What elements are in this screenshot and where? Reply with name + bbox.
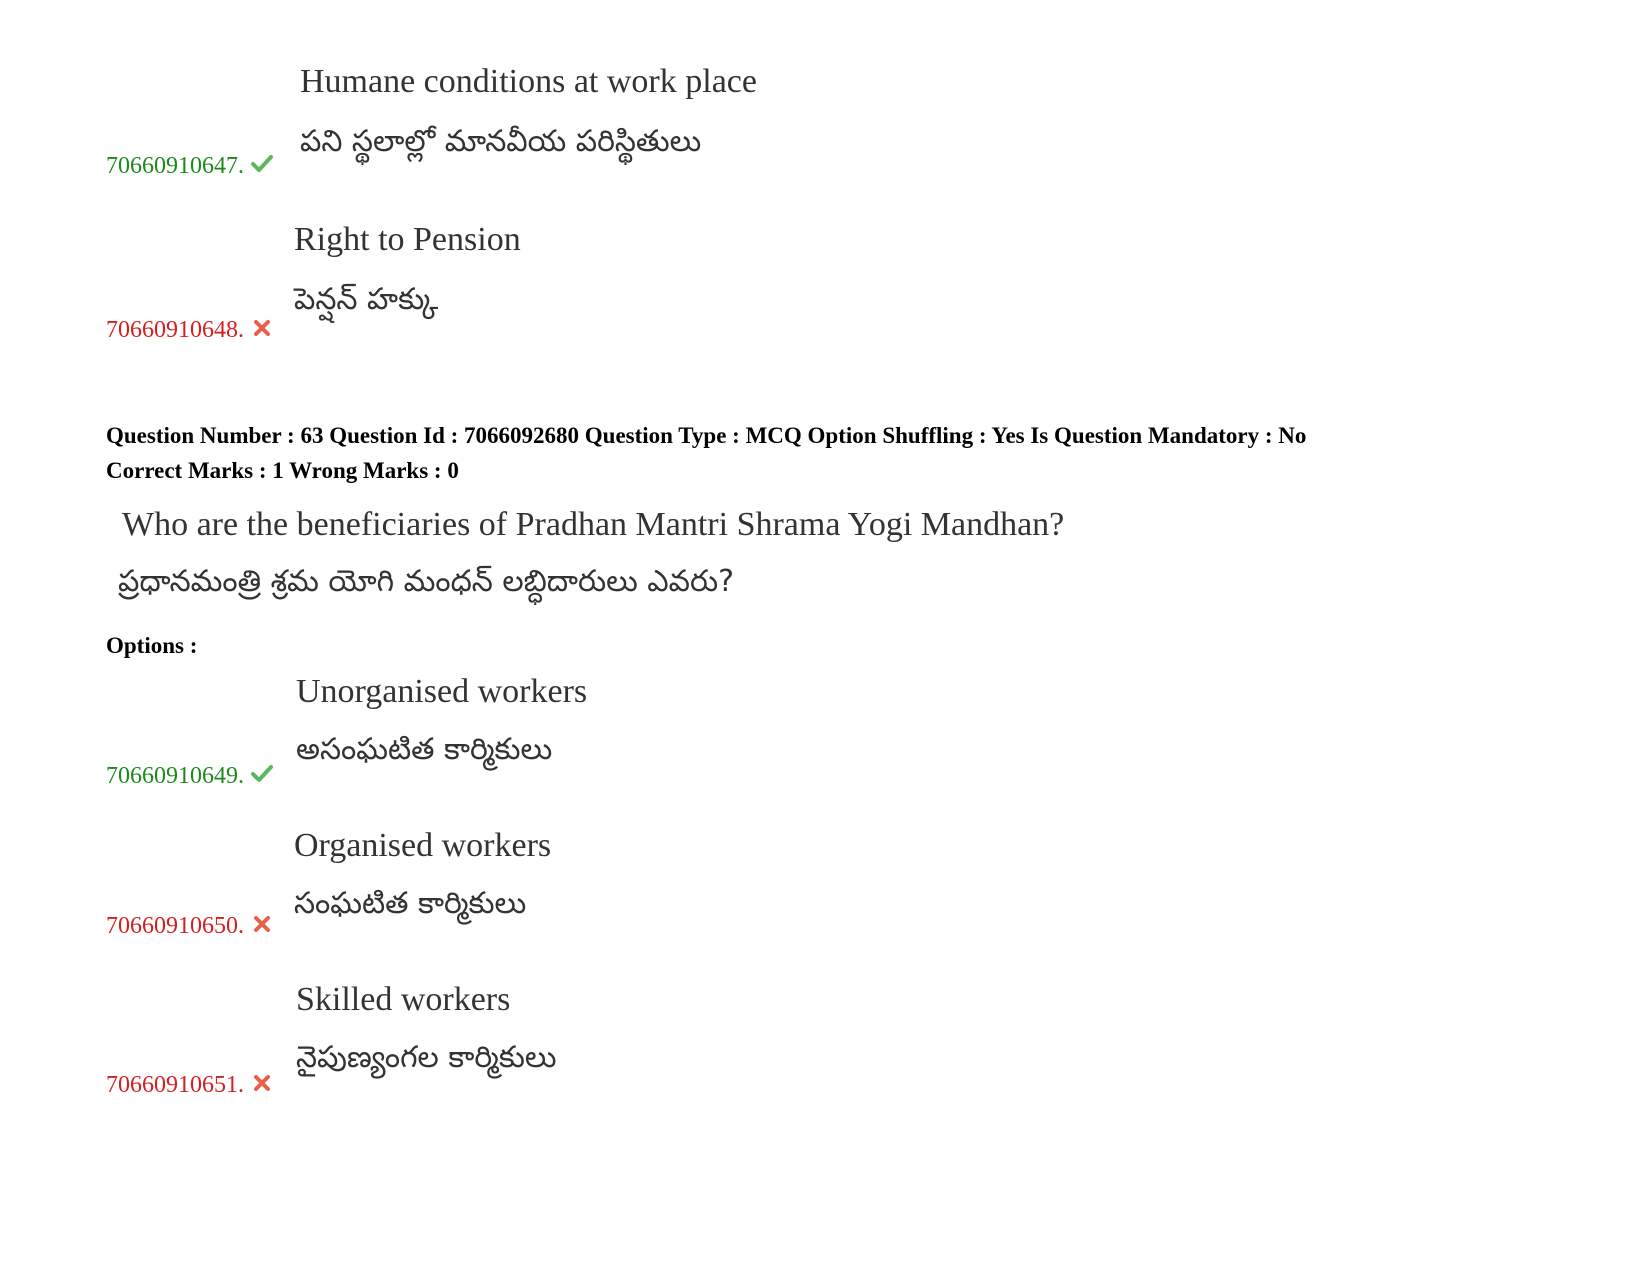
question-meta-line2: Correct Marks : 1 Wrong Marks : 0 (106, 458, 459, 483)
option-id (106, 316, 274, 344)
option-id-text: 70660910647. (106, 153, 244, 179)
option-text-te: సంఘటిత కార్మికులు (294, 886, 527, 921)
question-text-te: ప్రధానమంత్రి శ్రమ యోగి మంధన్ లబ్ధిదారులు ఎవరు? (118, 564, 735, 599)
option-id (106, 1071, 274, 1099)
question-meta-line1: Question Number : 63 Question Id : 7066092680 Question Type : MCQ Option Shuffling : Yes Is Question Mandatory : No (106, 423, 1307, 448)
option-text-te: పెన్షన్ హక్కు (294, 282, 439, 317)
option-text-te: నైపుణ్యంగల కార్మికులు (296, 1040, 557, 1075)
option-text-en: Unorganised workers (296, 673, 588, 710)
option-id-text: 70660910649. (106, 763, 244, 789)
option-id (106, 912, 274, 940)
options-label: Options : (106, 633, 198, 658)
cross-icon (250, 1071, 274, 1095)
option-id (106, 152, 274, 180)
check-icon (250, 152, 274, 176)
option-text-en: Humane conditions at work place (300, 63, 757, 100)
check-icon (250, 762, 274, 786)
option-text-en: Right to Pension (294, 221, 521, 258)
option-id-text: 70660910650. (106, 913, 244, 939)
option-text-en: Organised workers (294, 827, 552, 864)
cross-icon (250, 316, 274, 340)
question-text-en: Who are the beneficiaries of Pradhan Mantri Shrama Yogi Mandhan? (122, 506, 1065, 543)
option-text-te: అసంఘటిత కార్మికులు (296, 732, 553, 767)
option-id-text: 70660910648. (106, 317, 244, 343)
option-text-te: పని స్థలాల్లో మానవీయ పరిస్థితులు (300, 124, 702, 159)
cross-icon (250, 912, 274, 936)
option-id-text: 70660910651. (106, 1072, 244, 1098)
option-text-en: Skilled workers (296, 981, 511, 1018)
option-id (106, 762, 274, 790)
